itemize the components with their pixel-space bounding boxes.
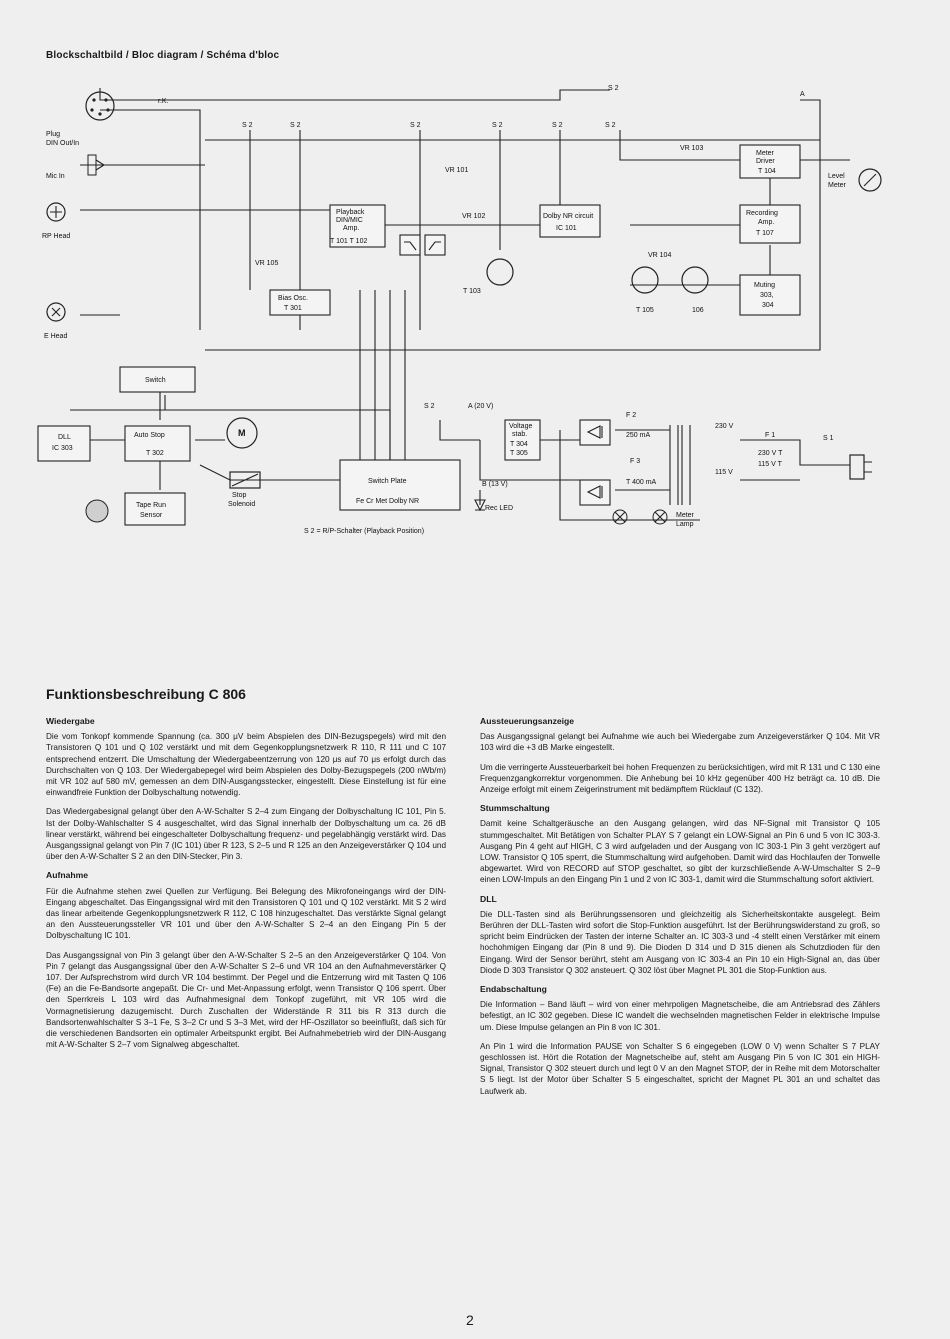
v115-label: 115 V — [715, 469, 733, 476]
svg-text:Solenoid: Solenoid — [228, 501, 256, 508]
svg-text:Muting: Muting — [754, 282, 776, 289]
meter-driver-block — [740, 145, 800, 178]
paragraph: Damit keine Schaltgeräusche an den Ausgang gelangen, wird das NF-Signal mit Transistor Q 105 stummgeschaltet. Mit Betätigen von Schalter PLAY S 7 gelangt ein LOW-Signal an Pin 6 und 5 von IC 303-3. Ausgang Pin 4 geht auf HIGH, C 3 wird aufgeladen und der Ausgang von IC 303-1 Pin 3 geht verzögert auf LOW. Transistor Q 105 sperrt, die Stummschaltung wird aufgehoben. Damit wird das Hochlaufen der Tonwelle abgewartet. Wird von RECORD auf STOP geschaltet, so gibt der kurzschließende A-W-Umschalter S 2–9 einen LOW-Impuls an den Eingang Pin 1 und 2 von IC 303-1, damit wird die Stummschaltung sofort aktiviert. — [480, 819, 880, 885]
dll-sensor-icon — [86, 500, 108, 522]
svg-text:Switch Plate: Switch Plate — [368, 478, 407, 485]
s2-top-label: S 2 — [608, 85, 619, 92]
paragraph: Für die Aufnahme stehen zwei Quellen zur Verfügung. Bei Belegung des Mikrofoneingangs wird der DIN-Eingang abgeschaltet. Das Eingangssignal wird mit den Transistoren Q 101 und Q 102 verstärkt. Mit S 2 wird das linear arbeitende Gegenkopplungsnetzwerk R 112, C 108 hinzugeschaltet. Das verstärkte Signal gelangt an den Aussteuerungssteller VR 101 und über den A-W-Schalter S 2–4 an den Eingang Pin 5 der Dolbyschaltung IC 101. — [46, 886, 446, 941]
svg-text:S 2: S 2 — [410, 122, 421, 129]
block-diagram — [0, 0, 950, 560]
v230-label: 230 V — [715, 423, 734, 430]
svg-text:T 101 T 102: T 101 T 102 — [330, 238, 368, 245]
section-aussteuerung-title: Aussteuerungsanzeige — [480, 716, 575, 726]
paragraph: Das Ausgangssignal gelangt bei Aufnahme wie auch bei Wiedergabe zum Anzeigeverstärker Q 104. Mit VR 103 wird die +3 dB Marke eingestellt. — [480, 732, 880, 753]
svg-text:Switch: Switch — [145, 377, 166, 384]
page-title: Blockschaltbild / Bloc diagram / Schéma d'bloc — [46, 50, 280, 61]
svg-text:Sensor: Sensor — [140, 512, 163, 519]
switch-block — [120, 367, 195, 392]
f1-label: F 1 — [765, 432, 776, 439]
filter-symbols — [400, 235, 445, 255]
t105-label: T 105 — [636, 307, 654, 314]
svg-text:S 2: S 2 — [242, 122, 253, 129]
rp-head-icon — [47, 203, 65, 221]
vr103-label: VR 103 — [680, 145, 704, 152]
section-dll-title: DLL — [480, 893, 497, 904]
svg-text:S 2: S 2 — [492, 122, 503, 129]
t106-label: 106 — [692, 307, 704, 314]
f3-label: F 3 — [630, 458, 641, 465]
transistor-icons — [487, 259, 708, 293]
svg-text:DLL: DLL — [58, 434, 71, 441]
auto-stop-block — [125, 426, 190, 461]
vr104-label: VR 104 — [648, 252, 672, 259]
svg-text:Amp.: Amp. — [343, 225, 360, 232]
svg-text:Stop: Stop — [232, 492, 247, 499]
vr102-label: VR 102 — [462, 213, 486, 220]
f3-rating-label: T 400 mA — [626, 479, 657, 486]
svg-text:S 2: S 2 — [605, 122, 616, 129]
recording-amp-block — [740, 205, 800, 243]
svg-text:T 305: T 305 — [510, 450, 528, 457]
right-column — [480, 716, 880, 1105]
level-meter-icon — [859, 169, 881, 191]
svg-text:Meter: Meter — [756, 150, 774, 157]
playback-amp-block — [330, 205, 385, 247]
svg-text:304: 304 — [762, 302, 774, 309]
paragraph: Das Ausgangssignal von Pin 3 gelangt über den A-W-Schalter S 2–5 an den Anzeigeverstärker Q 104. Von Pin 7 gelangt das Ausgangssignal über den A-W-Schalter S 2–6 und VR 104 an den Aufnahmeverstärker Q 107. Der Aufsprechstrom wird durch VR 104 bestimmt. Der Pegel und die Entzerrung wird mit Tasten Q 106 (Fe) an die Fe-Bandsorte angepaßt. Die Cr- und Met-Anpassung erfolgt, wenn Transistor Q 106 sperrt. Über den Sperrkreis L 103 wird das Aufnahmesignal dem Tonkopf zugeführt, mit VR 105 wird die Vormagnetisierung dazugemischt. Durch Zuschalten der Widerstände R 311 bis R 313 durch die Bandsortenwahlschalter S 3–1 Fe, S 3–2 Cr und S 3–3 Met, wird der HF-Oszillator so beeinflußt, daß sich für die verschiedenen Bandsorten ein optimaler Arbeitspunkt ergibt. Bei Aufnahmebetrieb wird der DIN-Ausgang mit A-W-Schalter S 2–7 vom Signalweg abgeschaltet. — [46, 950, 446, 1050]
plug-label: Plug — [46, 131, 61, 138]
s2-footnote: S 2 = R/P-Schalter (Playback Position) — [304, 528, 425, 535]
svg-text:IC 101: IC 101 — [556, 225, 577, 232]
paragraph: Die vom Tonkopf kommende Spannung (ca. 300 μV beim Abspielen des DIN-Bezugspegels) wird mit den Transistoren Q 101 und Q 102 verstärkt und mit dem Gegenkopplungsnetzwerk R 110, R 111 und C 107 entsprechend entzerrt. Die Umschaltung der Wiedergabeentzerrung von 120 μs auf 70 μs erfolgt durch das Durchschalten von Q 103. Der Wiedergabepegel wird beim Abspielen des Dolby-Bezugspegels (200 nWb/m) mit VR 102 auf 580 mV, gemessen an dem DIN-Ausgangsstecker, eingestellt. Diese Einstellung ist für eine einwandfreie Funktion der Dolbyschaltung notwendig. — [46, 732, 446, 798]
svg-text:Voltage: Voltage — [509, 423, 533, 430]
svg-text:M: M — [238, 428, 246, 438]
meter-lamp-icons — [613, 510, 667, 524]
svg-text:Dolby NR circuit: Dolby NR circuit — [543, 213, 594, 220]
level-meter-label-2: Meter — [828, 182, 846, 189]
switch-plate-block — [340, 460, 460, 510]
svg-text:Recording: Recording — [746, 210, 778, 217]
voltage-stab-block — [505, 420, 540, 460]
a20v-label: A (20 V) — [468, 403, 494, 410]
svg-text:S 2: S 2 — [290, 122, 301, 129]
tape-run-sensor-block — [125, 493, 185, 525]
muting-block — [740, 275, 800, 315]
svg-text:stab.: stab. — [512, 431, 528, 438]
meter-lamp-label: Meter — [676, 512, 694, 519]
svg-text:T 304: T 304 — [510, 441, 528, 448]
paragraph: An Pin 1 wird die Information PAUSE von Schalter S 6 eingegeben (LOW 0 V) wenn Schalter S 7 PLAY geschlossen ist. Hört die Rotation der Magnetscheibe auf, steht am Ausgang Pin 5 von IC 301 ein HIGH-Signal, Transistor Q 302 steuert durch und legt 0 V an den Magnet STOP, der in Reihe mit dem Motorschalter S 5 liegt. Ist der Motor über Schalter S 5 eingeschaltet, spricht der Magnet PL 301 an und schaltet das Laufwerk ab. — [480, 1041, 880, 1096]
svg-text:Amp.: Amp. — [758, 219, 775, 226]
section-endabschaltung-title: Endabschaltung — [480, 984, 547, 995]
vr101-label: VR 101 — [445, 167, 469, 174]
svg-text:Driver: Driver — [756, 158, 775, 165]
level-meter-label: Level — [828, 173, 845, 180]
bias-osc-block — [270, 290, 330, 315]
section-stummschaltung-title: Stummschaltung — [480, 803, 550, 814]
erase-head-icon — [47, 303, 65, 321]
paragraph: Die DLL-Tasten sind als Berührungssensoren und gleichzeitig als Sicherheitskontakte ausgelegt. Beim Berühren der DLL-Tasten wird sofort die Stop-Funktion ausgeführt. Ist der Berührungswiderstand zu groß, so spricht beim Eindrücken der Tasten der interne Schalter an. IC 303-3 und -4 stellt einen Verstärker mit einem hochohmigen Eingang dar (Pin 8 und 9). Die Dioden D 314 und D 315 dienen als Schutzdioden für den Eingang. Wird der Sensor berührt, steht am Ausgang von IC 303-4 an Pin 10 ein High-Signal an, das über Diode D 303 Transistor Q 302 ansteuert. Q 302 löst über Magnet PL 301 die Stop-Funktion aus. — [480, 909, 880, 975]
s1-label: S 1 — [823, 435, 834, 442]
left-column — [46, 716, 446, 1058]
svg-text:Bias Osc.: Bias Osc. — [278, 295, 308, 302]
paragraph: Das Wiedergabesignal gelangt über den A-W-Schalter S 2–4 zum Eingang der Dolbyschaltung IC 101, Pin 5. Ist der Dolby-Wahlschalter S 4 ausgeschaltet, wird das Signal innerhalb der Dolbyschaltung um ca. 26 dB linear verstärkt, während bei eingeschalteter Dolbyschaltung frequenz- und pegelabhängig verstärkt wird. Das Ausgangssignal gelangt von Pin 7 (IC 101) über R 123, S 2–5 und R 125 an den Anzeigeverstärker Q 104 und über den A-W-Schalter S 2 an den DIN-Stecker, Pin 3. — [46, 807, 446, 862]
svg-text:T 104: T 104 — [758, 168, 776, 175]
a-label: A — [800, 91, 805, 98]
section-aufnahme-title: Aufnahme — [46, 870, 89, 881]
svg-text:303,: 303, — [760, 292, 774, 299]
power-plug-icon — [850, 455, 872, 479]
svg-text:T 301: T 301 — [284, 305, 302, 312]
svg-text:Playback: Playback — [336, 209, 365, 216]
f1-rating-label-2: 115 V T — [758, 461, 782, 468]
stop-solenoid-icon — [228, 472, 260, 508]
svg-text:Fe Cr Met Dolby NR: Fe Cr Met Dolby NR — [356, 498, 420, 505]
paragraph: Um die verringerte Aussteuerbarkeit bei hohen Frequenzen zu berücksichtigen, wird mit R 131 und C 130 eine Frequenzgangkorrektur vorgenommen. Die Anhebung bei 10 kHz gegenüber 400 Hz beträgt ca. 10 dB. Die Anzeige erfolgt mit einem Zeigerinstrument mit bedämpftem Rücklauf (C 132). — [480, 762, 880, 795]
paragraph: Die Information – Band läuft – wird von einer mehrpoligen Magnetscheibe, die am Antriebsrad des Zählers befestigt, an IC 302 gegeben. Diese IC wandelt die wechselnden magnetischen Felder in elektrische Impulse um. Diese Impulse gelangen an Pin 8 von IC 301. — [480, 1000, 880, 1032]
rp-head-label: RP Head — [42, 233, 71, 240]
svg-text:DIN/MIC: DIN/MIC — [336, 217, 363, 224]
page-number: 2 — [466, 1312, 474, 1328]
e-head-label: E Head — [44, 333, 68, 340]
transformer-icon — [670, 425, 690, 505]
svg-text:T 302: T 302 — [146, 450, 164, 457]
rec-led-label: Rec LED — [485, 505, 514, 512]
dll-block — [38, 426, 90, 461]
mic-label: Mic In — [46, 173, 65, 180]
section-heading: Funktionsbeschreibung C 806 — [46, 686, 246, 702]
svg-text:T 107: T 107 — [756, 230, 774, 237]
svg-text:IC 303: IC 303 — [52, 445, 73, 452]
plug-label-2: DIN Out/In — [46, 140, 80, 147]
rk-label: r.K. — [158, 98, 169, 105]
section-wiedergabe-title: Wiedergabe — [46, 716, 95, 726]
svg-text:Tape Run: Tape Run — [136, 502, 166, 509]
dolby-nr-block — [540, 205, 600, 237]
b13v-label: B (13 V) — [482, 481, 508, 488]
f2-rating-label: 250 mA — [626, 432, 651, 439]
f2-label: F 2 — [626, 412, 637, 419]
vr105-label: VR 105 — [255, 260, 279, 267]
svg-text:Auto Stop: Auto Stop — [134, 432, 165, 439]
motor-icon — [227, 418, 257, 448]
t103-label: T 103 — [463, 288, 481, 295]
svg-text:S 2: S 2 — [424, 403, 435, 410]
meter-lamp-label-2: Lamp — [676, 521, 694, 528]
f1-rating-label: 230 V T — [758, 450, 783, 457]
rectifier-icons — [580, 420, 610, 505]
svg-text:S 2: S 2 — [552, 122, 563, 129]
